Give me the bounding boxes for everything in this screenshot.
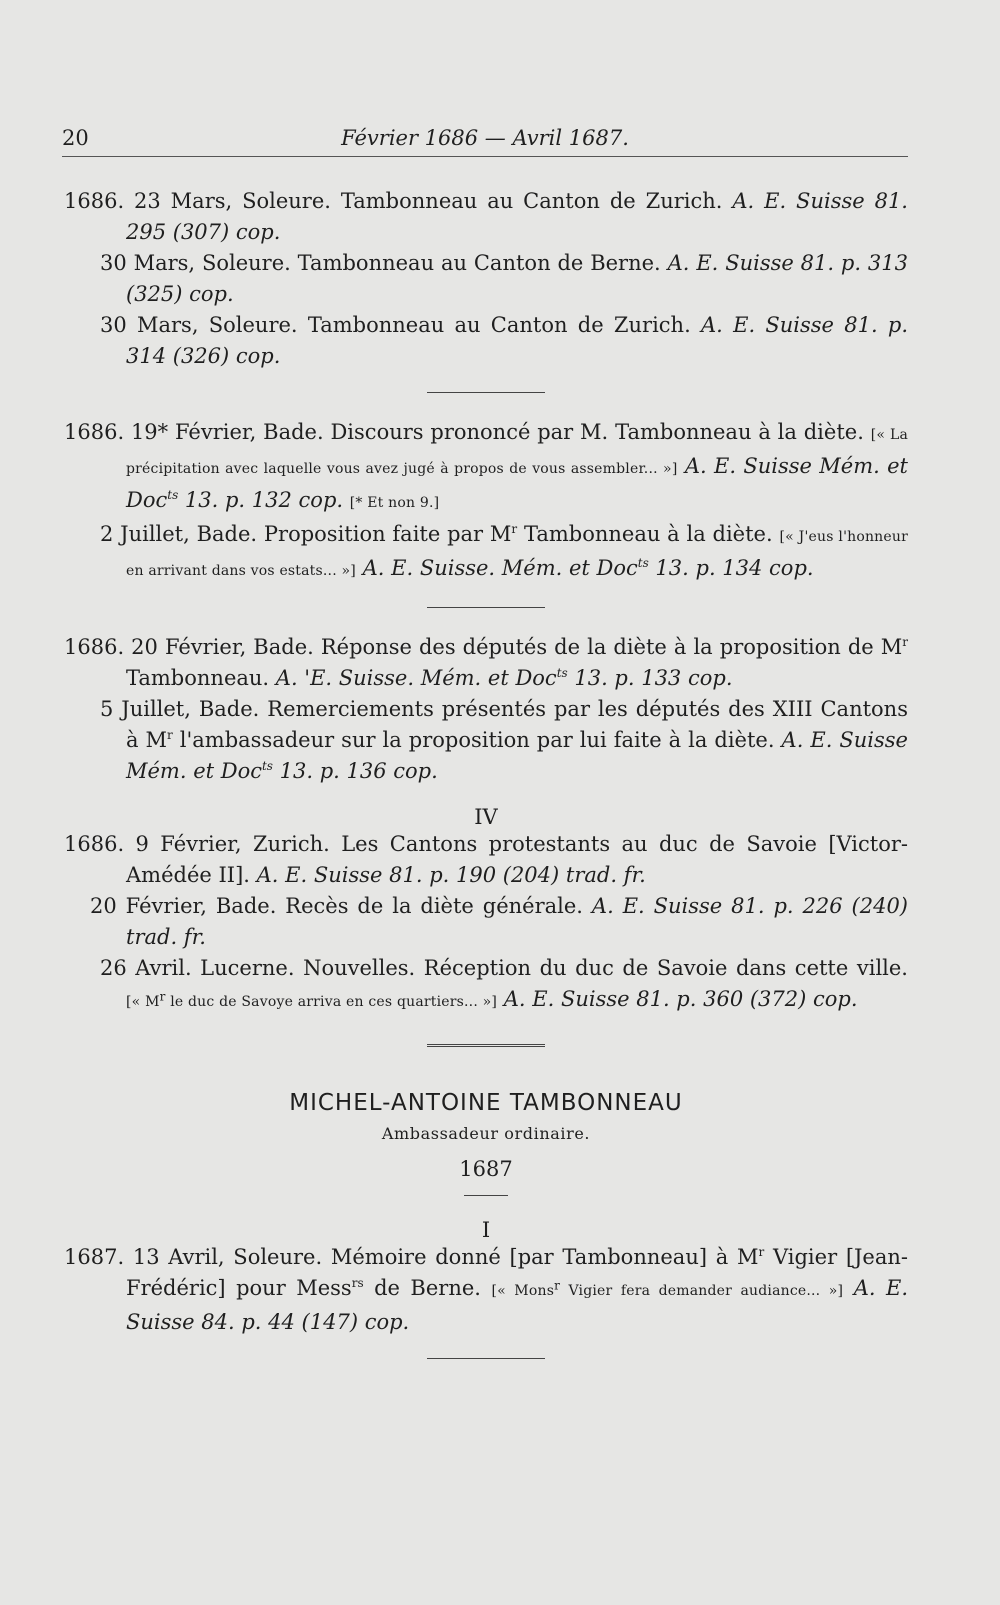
lead-text: 1686. 20 Février, Bade. Réponse des députés de la diète à la proposition de M: [64, 635, 903, 659]
page-header: [62, 126, 908, 156]
ref-text: 13. p. 132 cop.: [178, 488, 344, 512]
quote-incipit: [« La précipitation avec laquelle vous avez jugé à propos de vous assembler... »]: [126, 427, 908, 477]
ref-superscript: ts: [261, 759, 273, 773]
ref-text: 13. p. 133 cop.: [567, 666, 733, 690]
ref-superscript: ts: [637, 556, 649, 570]
archive-reference: A. E. Suisse 81. p. 313 (325) cop.: [126, 251, 908, 306]
entry-lead: [100, 522, 773, 546]
entry-lead: 30 Mars, Soleure. Tambonneau au Canton de Zurich.: [100, 313, 691, 337]
ref-text: A. E. Suisse. Mém. et Doc: [362, 556, 638, 580]
lead-superscript: rs: [351, 1276, 364, 1290]
entry: [64, 632, 908, 694]
lead-text: Tambonneau.: [126, 666, 270, 690]
archive-reference: A. E. Suisse 84. p. 44 (147) cop.: [126, 1276, 909, 1334]
quote-incipit: [491, 1278, 844, 1299]
ambassador-name: MICHEL-ANTOINE TAMBONNEAU: [289, 1090, 683, 1116]
lead-superscript: r: [167, 728, 173, 742]
entry: [64, 310, 908, 372]
archive-reference: A. E. Suisse 81. p. 190 (204) trad. fr.: [256, 863, 646, 887]
entry: [64, 953, 908, 1018]
quote-incipit: [« J'eus l'honneur en arrivant dans vos estats... »]: [126, 529, 908, 579]
ref-text: A. 'E. Suisse. Mém. et Doc: [275, 666, 557, 690]
entry: [64, 519, 908, 587]
entry-lead: 30 Mars, Soleure. Tambonneau au Canton de Berne.: [100, 251, 661, 275]
entry-lead: 26 Avril. Lucerne. Nouvelles. Réception du duc de Savoie dans cette ville.: [100, 956, 908, 980]
archive-reference: [363, 556, 814, 580]
entry: [64, 829, 908, 891]
entry-lead: 1686. 23 Mars, Soleure. Tambonneau au Canton de Zurich.: [64, 189, 723, 213]
lead-text: 1687. 13 Avril, Soleure. Mémoire donné [par Tambonneau] à M: [64, 1245, 759, 1269]
quote-superscript: r: [159, 989, 166, 1004]
quote-text: Vigier fera demander audiance... »]: [560, 1283, 844, 1299]
entry: [64, 248, 908, 310]
entry: [64, 417, 908, 519]
separator-rule: [427, 1358, 545, 1359]
lead-text: l'ambassadeur sur la proposition par lui faite à la diète.: [172, 728, 775, 752]
lead-text: 2 Juillet, Bade. Proposition faite par M: [100, 522, 512, 546]
archive-reference: A. E. Suisse 81. p. 360 (372) cop.: [503, 987, 858, 1011]
archive-reference: A. E. Suisse 81. p. 314 (326) cop.: [126, 313, 909, 368]
entry-lead: 20 Février, Bade. Recès de la diète générale.: [90, 894, 583, 918]
entry-lead: 1686. 9 Février, Zurich. Les Cantons protestants au duc de Savoie [Victor-Amédée II].: [64, 832, 908, 887]
lead-text: Vigier [Jean-Frédéric] pour Mess: [126, 1245, 908, 1300]
ref-text: 13. p. 134 cop.: [648, 556, 814, 580]
entry: [64, 891, 908, 953]
ref-superscript: ts: [167, 488, 179, 502]
entry: [64, 186, 908, 248]
quote-text: [« M: [126, 994, 160, 1010]
archive-reference: A. E. Suisse 81. 295 (307) cop.: [126, 189, 908, 244]
ref-superscript: ts: [556, 666, 568, 680]
ref-text: A. E. Suisse Mém. et Doc: [126, 454, 908, 512]
double-separator-rule: [427, 1044, 545, 1050]
section-heading-iv: IV: [474, 805, 498, 829]
quote-incipit: [126, 989, 498, 1010]
footnote-note: [* Et non 9.]: [349, 495, 440, 511]
quote-text: [« Mons: [491, 1283, 555, 1299]
page-number: 20: [62, 126, 89, 150]
page-content: [64, 186, 908, 1383]
header-rule: [62, 156, 908, 157]
entry-lead: 1686. 19* Février, Bade. Discours prononcé par M. Tambonneau à la diète.: [64, 420, 864, 444]
ref-text: 13. p. 136 cop.: [272, 759, 438, 783]
archive-reference: A. E. Suisse 81. p. 226 (240) trad. fr.: [126, 894, 909, 949]
quote-text: le duc de Savoye arriva en ces quartiers... »]: [165, 994, 498, 1010]
lead-superscript: r: [758, 1245, 765, 1259]
running-title: Février 1686 — Avril 1687.: [341, 126, 629, 150]
lead-superscript: r: [902, 635, 908, 649]
lead-text: 5 Juillet, Bade. Remerciements présentés par les députés des XIII Cantons à M: [100, 697, 908, 752]
section-year: 1687: [459, 1157, 513, 1181]
section-heading-i: I: [481, 1218, 491, 1242]
ref-text: A. E. Suisse Mém. et Doc: [126, 728, 908, 783]
archive-reference: [276, 666, 733, 690]
entry: [64, 694, 908, 787]
lead-text: de Berne.: [363, 1276, 481, 1300]
lead-superscript: r: [511, 522, 518, 536]
separator-rule: [427, 607, 545, 608]
quote-superscript: r: [554, 1278, 561, 1293]
ambassador-role: Ambassadeur ordinaire.: [381, 1124, 591, 1143]
lead-text: Tambonneau à la diète.: [517, 522, 773, 546]
separator-rule: [427, 392, 545, 393]
separator-rule: [464, 1195, 508, 1196]
entry: [64, 1242, 908, 1338]
